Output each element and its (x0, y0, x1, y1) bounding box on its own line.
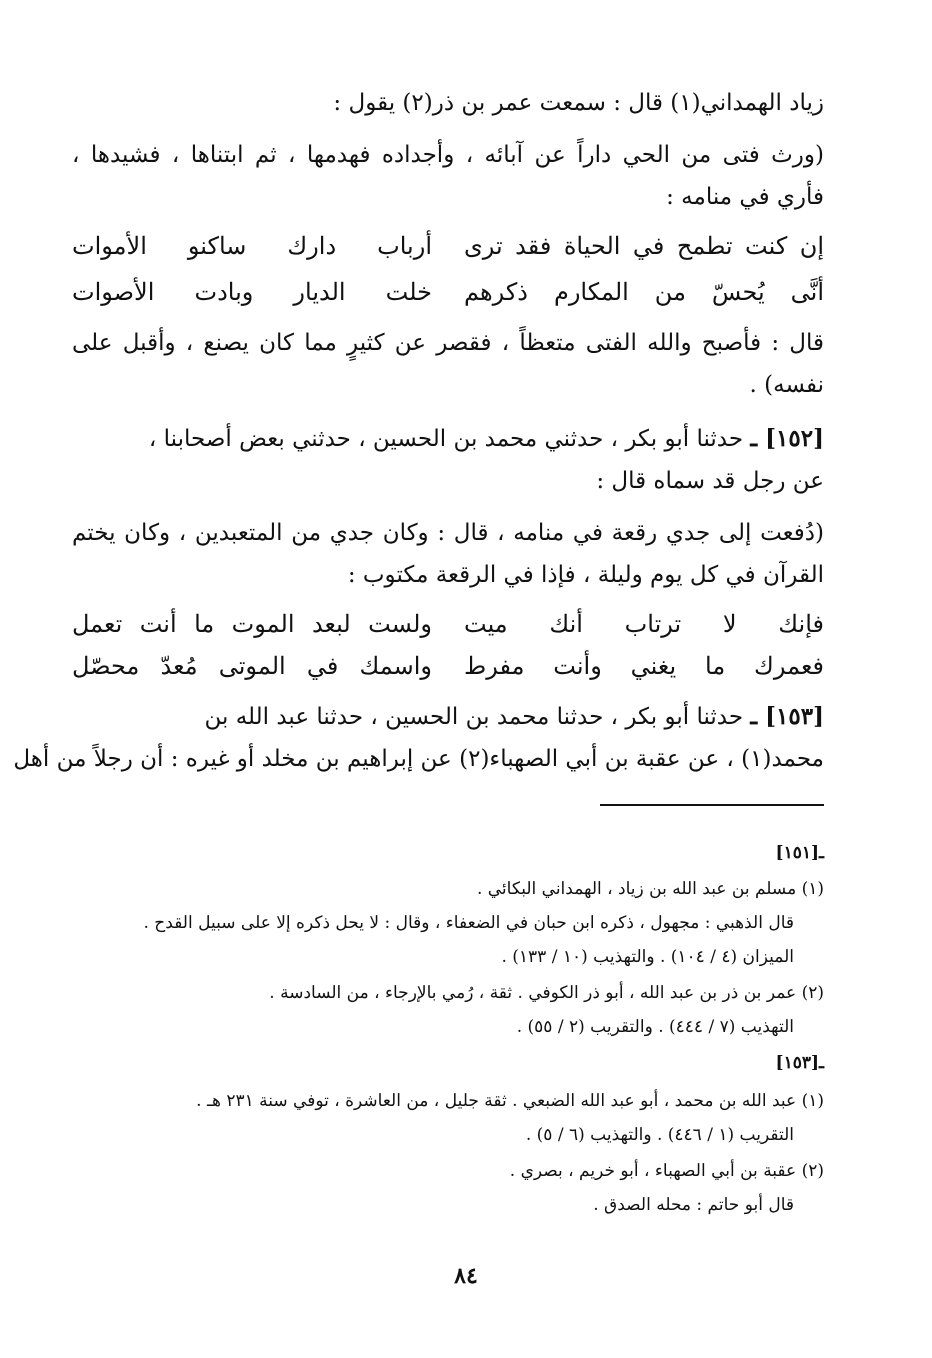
footnote-section-head: ـ[١٥٣] (775, 1053, 824, 1073)
body-line: فأري في منامه : (666, 184, 824, 210)
footnote-section-head: ـ[١٥١] (775, 843, 824, 863)
narration-text: حدثنا أبو بكر ، حدثني محمد بن الحسين ، حدثني بعض أصحابنا ، (148, 426, 744, 452)
footnote-divider (600, 804, 824, 806)
verse-first-hemistich: فعمرك ما يغني وأنت مفرط (464, 652, 824, 680)
verse-first-hemistich: أنَّى يُحسّ من المكارم ذكرهم (464, 278, 824, 306)
verse-line (72, 608, 824, 640)
footnote: (٢) عقبة بن أبي الصهباء ، أبو خريم ، بصري . (509, 1161, 824, 1181)
footnote: (١) عبد الله بن محمد ، أبو عبد الله الضبعي . ثقة جليل ، من العاشرة ، توفي سنة ٢٣١ هـ . (196, 1091, 824, 1111)
narration-text: حدثنا أبو بكر ، حدثنا محمد بن الحسين ، حدثنا عبد الله بن (204, 704, 744, 730)
body-line: زياد الهمداني(١) قال : سمعت عمر بن ذر(٢) يقول : (333, 90, 824, 116)
verse-line (72, 276, 824, 308)
footnote-continuation: قال أبو حاتم : محله الصدق . (593, 1195, 794, 1215)
verse-first-hemistich: إن كنت تطمح في الحياة فقد ترى (464, 232, 824, 260)
narration-number: [١٥٣] ـ (750, 703, 824, 730)
body-line: (دُفعت إلى جدي رقعة في منامه ، قال : وكان جدي من المتعبدين ، وكان يختم (72, 520, 824, 546)
verse-second-hemistich: ولست لبعد الموت ما أنت تعمل (72, 610, 432, 638)
footnote: (٢) عمر بن ذر بن عبد الله ، أبو ذر الكوفي . ثقة ، رُمي بالإرجاء ، من السادسة . (269, 983, 824, 1003)
narration-line (72, 702, 824, 732)
verse-first-hemistich: فإنك لا ترتاب أنك ميت (464, 610, 824, 638)
narration-number: [١٥٢] ـ (750, 425, 824, 452)
verse-second-hemistich: أرباب دارك ساكنو الأموات (72, 232, 432, 260)
verse-line (72, 650, 824, 682)
body-line: عن رجل قد سماه قال : (596, 468, 824, 494)
footnote-continuation: التهذيب (٧ / ٤٤٤) . والتقريب (٢ / ٥٥) . (516, 1017, 794, 1037)
page-number: ٨٤ (454, 1263, 478, 1289)
verse-line (72, 230, 824, 262)
body-line: قال : فأصبح والله الفتى متعظاً ، فقصر عن كثيرٍ مما كان يصنع ، وأقبل على (72, 330, 824, 356)
footnote: (١) مسلم بن عبد الله بن زياد ، الهمداني البكائي . (476, 879, 824, 899)
narration-line (72, 424, 824, 454)
body-line: (ورث فتى من الحي داراً عن آبائه ، وأجداده فهدمها ، ثم ابتناها ، فشيدها ، (72, 142, 824, 168)
verse-second-hemistich: خلت الديار وبادت الأصوات (72, 278, 432, 306)
footnote-continuation: الميزان (٤ / ١٠٤) . والتهذيب (١٠ / ١٣٣) . (501, 947, 794, 967)
verse-second-hemistich: واسمك في الموتى مُعدّ محصّل (72, 652, 432, 680)
footnote-continuation: قال الذهبي : مجهول ، ذكره ابن حبان في الضعفاء ، وقال : لا يحل ذكره إلا على سبيل القدح . (143, 913, 794, 933)
footnote-continuation: التقريب (١ / ٤٤٦) . والتهذيب (٦ / ٥) . (525, 1125, 794, 1145)
body-line: القرآن في كل يوم وليلة ، فإذا في الرقعة مكتوب : (347, 562, 824, 588)
body-line: نفسه) . (749, 372, 824, 398)
body-line: محمد(١) ، عن عقبة بن أبي الصهباء(٢) عن إبراهيم بن مخلد أو غيره : أن رجلاً من أهل (13, 746, 824, 772)
